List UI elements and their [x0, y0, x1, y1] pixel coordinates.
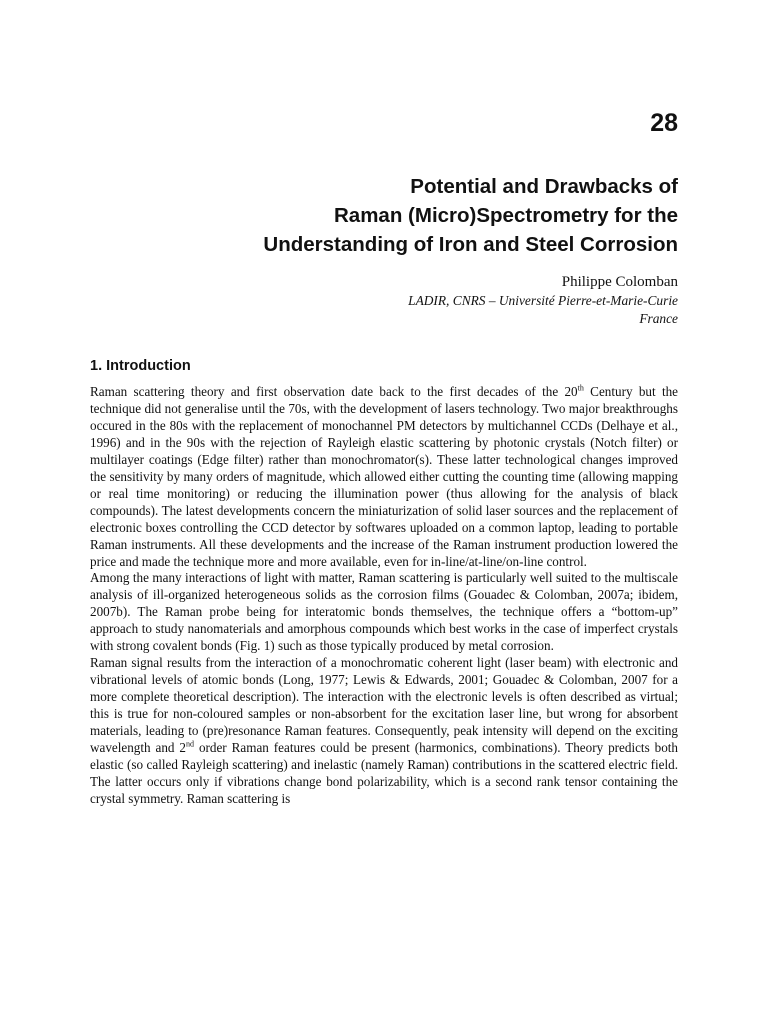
paragraph-3-superscript: nd — [186, 739, 195, 749]
author-country: France — [639, 311, 678, 326]
paragraph-1-text-b: Century but the technique did not generalise until the 70s, with the development of lasers technology. Two major breakthroughs occured in the 80s with the replacement of monochannel PM detectors by multichannel CCDs (Delhaye et al., 1996) and in the 90s with the rejection of Rayleigh elastic scattering by photonic crystals (Notch filter) or multilayer coatings (Edge filter) rather than monochromator(s). These latter technological changes improved the sensitivity by many orders of magnitude, which allowed either cutting the counting time (allowing mapping or real time monitoring) or reducing the illumination power (thus allowing for the analysis of black compounds). The latest developments concern the miniaturization of solid laser sources and the replacement of electronic boxes controlling the CCD detector by softwares uploaded on a common laptop, leading to portable Raman instruments. All these developments and the increase of the Raman instrument production lowered the price and made the technique more and more available, even for in-line/at-line/on-line control. — [90, 384, 678, 569]
author-name: Philippe Colomban — [561, 274, 678, 290]
chapter-title — [90, 172, 678, 259]
body-text — [90, 384, 678, 808]
chapter-title-line-3: Understanding of Iron and Steel Corrosion — [263, 233, 678, 256]
paragraph-1-superscript: th — [577, 383, 584, 393]
section-heading: 1. Introduction — [90, 358, 191, 374]
paragraph-3 — [90, 655, 678, 808]
paragraph-1 — [90, 384, 678, 570]
paragraph-1-text-a: Raman scattering theory and first observation date back to the first decades of the 20 — [90, 384, 578, 399]
author-affiliation: LADIR, CNRS – Université Pierre-et-Marie-Curie — [408, 293, 678, 308]
chapter-title-line-2: Raman (Micro)Spectrometry for the — [333, 204, 678, 227]
paragraph-3-text-b: order Raman features could be present (harmonics, combinations). Theory predicts both elastic (so called Rayleigh scattering) and inelastic (namely Raman) contributions in the scattered electric field. The latter occurs only if vibrations change bond polarizability, which is a second rank tensor containing the crystal symmetry. Raman scattering is — [90, 740, 679, 806]
chapter-number: 28 — [650, 109, 678, 137]
chapter-title-line-1: Potential and Drawbacks of — [410, 175, 678, 198]
author-affiliation-block — [408, 292, 678, 328]
paragraph-3-text-a: Raman signal results from the interaction of a monochromatic coherent light (laser beam) with electronic and vibrational levels of atomic bonds (Long, 1977; Lewis & Edwards, 2001; Gouadec & Colomban, 2007 for a more complete theoretical description). The interaction with the electronic levels is often described as virtual; this is true for non-coloured samples or non-absorbent for the excitation laser line, but wrong for absorbent materials, leading to (pre)resonance Raman features. Consequently, peak intensity will depend on the exciting wavelength and 2 — [90, 655, 678, 756]
paragraph-2: Among the many interactions of light with matter, Raman scattering is particularly well suited to the multiscale analysis of ill-organized heterogeneous solids as the corrosion films (Gouadec & Colomban, 2007a; ibidem, 2007b). The Raman probe being for interatomic bonds themselves, the technique offers a “bottom-up” approach to study nanomaterials and amorphous compounds which best works in the case of imperfect crystals with strong covalent bonds (Fig. 1) such as those typically produced by metal corrosion. — [90, 570, 678, 654]
